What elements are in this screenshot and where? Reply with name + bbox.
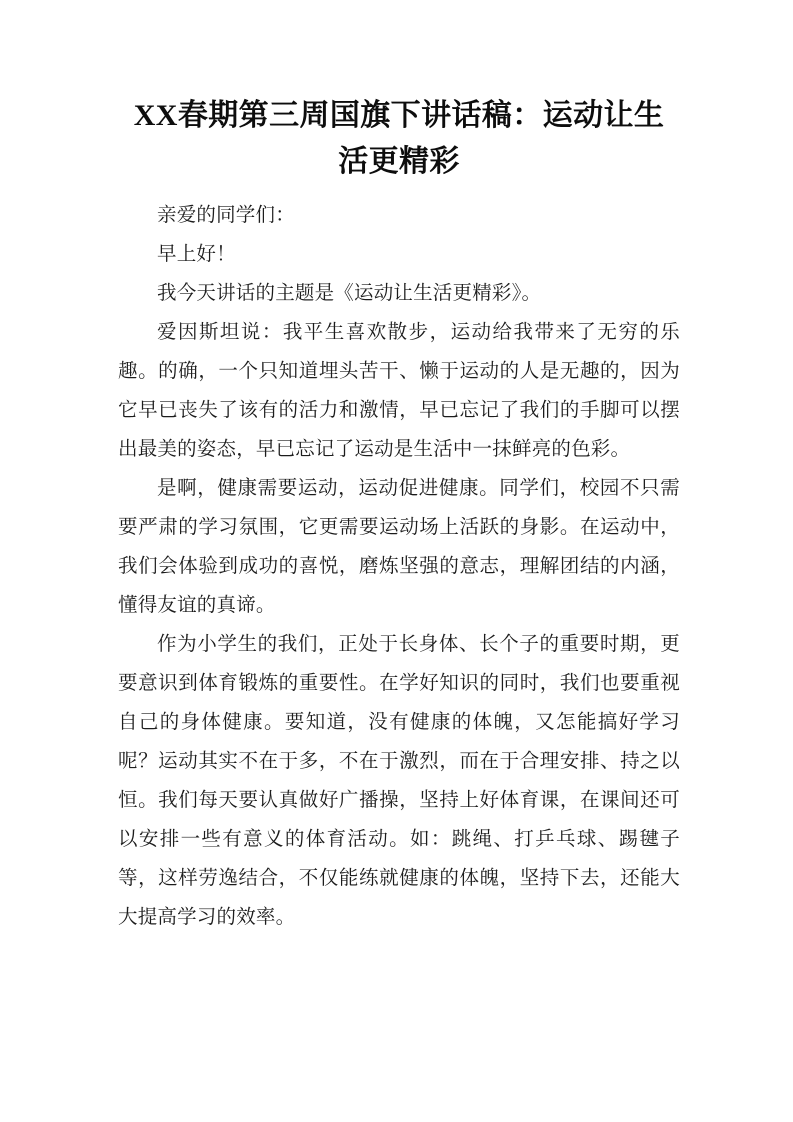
paragraph-students: 作为小学生的我们，正处于长身体、长个子的重要时期，更要意识到体育锻炼的重要性。在学好知识的同时，我们也要重视自己的身体健康。要知道，没有健康的体魄，又怎能搞好学习呢？运动其实不在于多，不在于激烈，而在于合理安排、持之以恒。我们每天要认真做好广播操，坚持上好体育课，在课间还可以安排一些有意义的体育活动。如：跳绳、打乒乓球、踢毽子等，这样劳逸结合，不仅能练就健康的体魄，坚持下去，还能大大提高学习的效率。 xyxy=(118,634,680,928)
paragraph-salutation: 亲爱的同学们： xyxy=(157,205,295,226)
paragraph-topic: 我今天讲话的主题是《运动让生活更精彩》。 xyxy=(157,283,542,304)
page-title-line-2: 活更精彩 xyxy=(338,145,460,178)
page-title-line-1: XX春期第三周国旗下讲话稿：运动让生 xyxy=(133,99,665,132)
paragraph-einstein: 爱因斯坦说：我平生喜欢散步，运动给我带来了无穷的乐趣。的确，一个只知道埋头苦干、懒于运动的人是无趣的，因为它早已丧失了该有的活力和激情，早已忘记了我们的手脚可以摆出最美的姿态，早已忘记了运动是生活中一抹鲜亮的色彩。 xyxy=(118,322,680,460)
paragraph-greeting: 早上好！ xyxy=(157,244,236,265)
document-paragraphs xyxy=(118,196,680,937)
paragraph-health: 是啊，健康需要运动，运动促进健康。同学们，校园不只需要严肃的学习氛围，它更需要运动场上活跃的身影。在运动中，我们会体验到成功的喜悦，磨炼坚强的意志，理解团结的内涵，懂得友谊的真谛。 xyxy=(118,478,680,616)
page-title xyxy=(118,93,680,185)
